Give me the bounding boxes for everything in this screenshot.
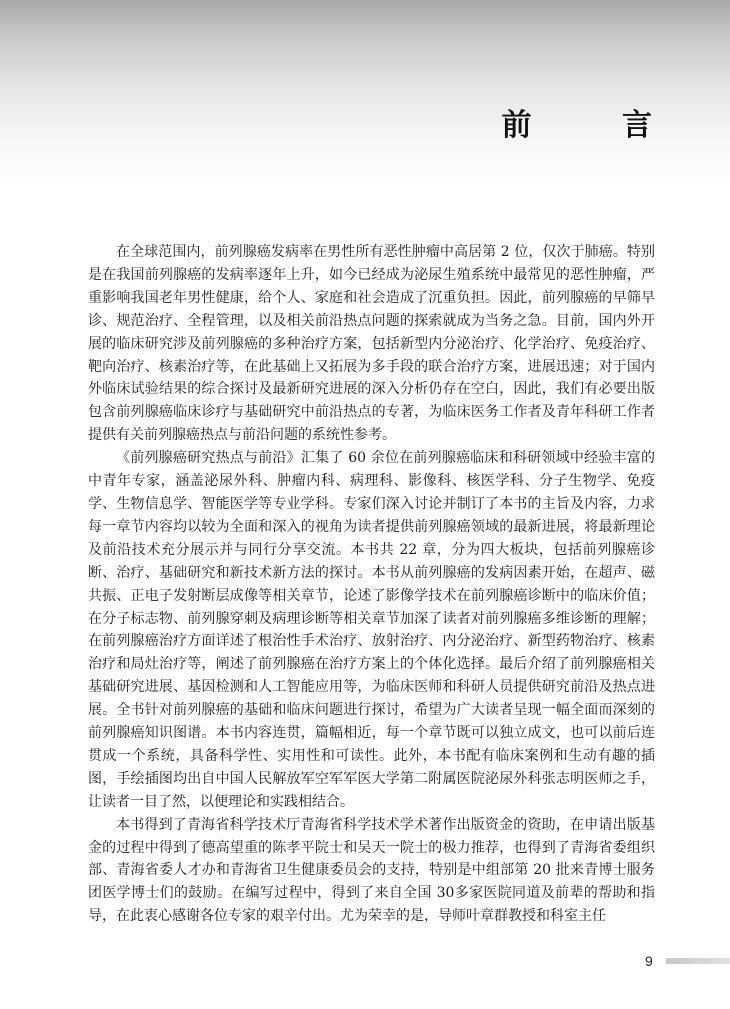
paragraph-2: 《前列腺癌研究热点与前沿》汇集了 60 余位在前列腺癌临床和科研领域中经验丰富的中青年专家，涵盖泌尿外科、肿瘤内科、病理科、影像科、核医学科、分子生物学、免疫学、生物信息学、智能医学等专业学科。专家们深入讨论并制订了本书的主旨及内容，力求每一章节内容均以较为全面和深入的视角为读者提供前列腺癌领域的最新进展，将最新理论及前沿技术充分展示并与同行分享交流。本书共 22 章，分为四大板块，包括前列腺癌诊断、治疗、基础研究和新技术新方法的探讨。本书从前列腺癌的发病因素开始，在超声、磁共振、正电子发射断层成像等相关章节，论述了影像学技术在前列腺癌诊断中的临床价值；在分子标志物、前列腺穿刺及病理诊断等相关章节加深了读者对前列腺癌多维诊断的理解；在前列腺癌治疗方面详述了根治性手术治疗、放射治疗、内分泌治疗、新型药物治疗、核素治疗和局灶治疗等，阐述了前列腺癌在治疗方案上的个体化选择。最后介绍了前列腺癌相关基础研究进展、基因检测和人工智能应用等，为临床医师和科研人员提供研究前沿及热点进展。全书针对前列腺癌的基础和临床问题进行探讨，希望为广大读者呈现一幅全面而深刻的前列腺癌知识图谱。本书内容连贯，篇幅相近，每一个章节既可以独立成文，也可以前后连贯成一个系统，具备科学性、实用性和可读性。此外，本书配有临床案例和生动有趣的插图，手绘插图均出自中国人民解放军空军军医大学第二附属医院泌尿外科张志明医师之手，让读者一目了然，以便理论和实践相结合。 — [88, 450, 655, 810]
paragraph-3: 本书得到了青海省科学技术厅青海省科学技术学术著作出版资金的资助，在申请出版基金的过程中得到了德高望重的陈孝平院士和吴天一院士的极力推荐，也得到了青海省委组织部、青海省委人才办和青海省卫生健康委员会的支持，特别是中组部第 20 批来青博士服务团医学博士们的鼓励。在编写过程中，得到了来自全国 30多家医院同道及前辈的帮助和指导，在此衷心感谢各位专家的艰辛付出。尤为荣幸的是，导师叶章群教授和科室主任 — [88, 816, 655, 925]
header-gradient-band — [0, 0, 730, 185]
preface-body — [88, 241, 655, 928]
page-number: 9 — [645, 953, 653, 969]
page-title: 前 言 — [501, 108, 692, 143]
paragraph-1: 在全球范围内，前列腺癌发病率在男性所有恶性肿瘤中高居第 2 位，仅次于肺癌。特别是在我国前列腺癌的发病率逐年上升，如今已经成为泌尿生殖系统中最常见的恶性肿瘤，严重影响我国老年男性健康，给个人、家庭和社会造成了沉重负担。因此，前列腺癌的早筛早诊、规范治疗、全程管理，以及相关前沿热点问题的探索就成为当务之急。目前，国内外开展的临床研究涉及前列腺癌的多种治疗方案，包括新型内分泌治疗、化学治疗、免疫治疗、靶向治疗、核素治疗等，在此基础上又拓展为多手段的联合治疗方案，进展迅速；对于国内外临床试验结果的综合探讨及最新研究进展的深入分析仍存在空白，因此，我们有必要出版包含前列腺癌临床诊疗与基础研究中前沿热点的专著，为临床医务工作者及青年科研工作者提供有关前列腺癌热点与前沿问题的系统性参考。 — [88, 244, 655, 444]
footer-decorative-bar — [666, 958, 730, 964]
